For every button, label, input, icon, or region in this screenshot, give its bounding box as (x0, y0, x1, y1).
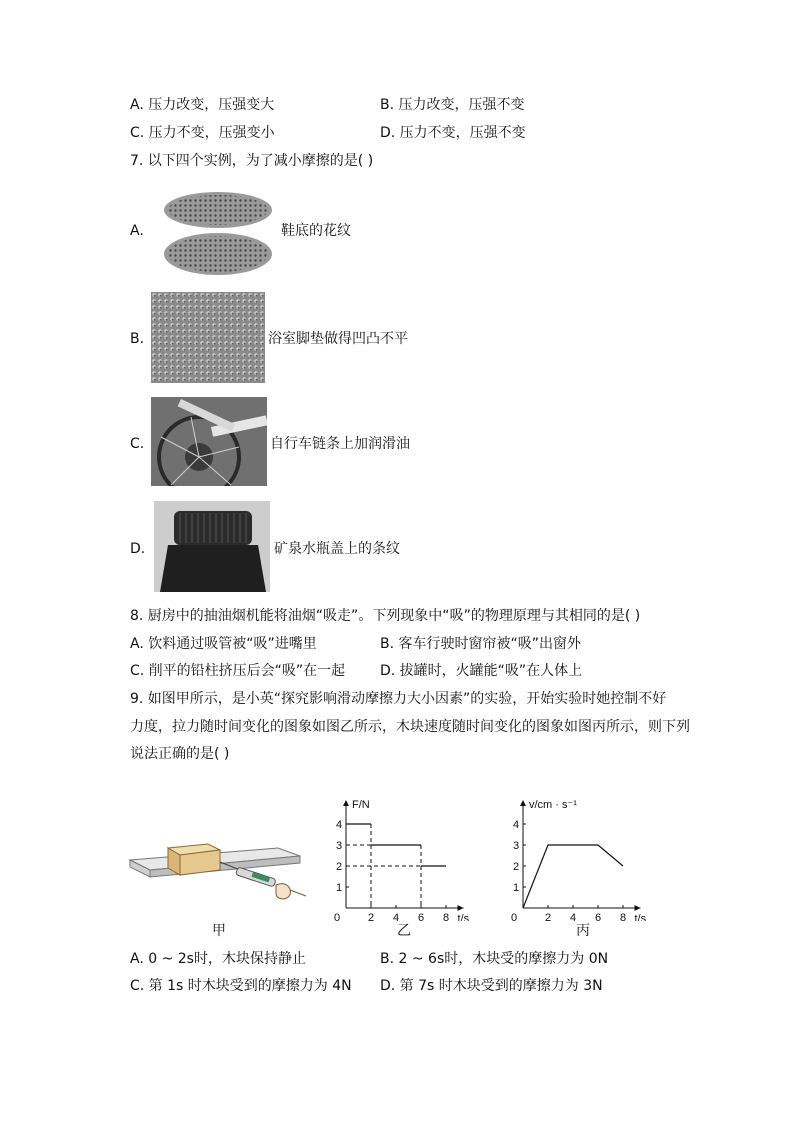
q7-option-b-caption: 浴室脚垫做得凹凸不平 (268, 331, 408, 347)
x-tick-label: 6 (594, 912, 602, 921)
q8-option-a: A. 饮料通过吸管被“吸”进嘴里 (130, 636, 317, 652)
q8-option-d: D. 拔罐时，火罐能“吸”在人体上 (380, 663, 583, 679)
bicycle-chain-photo (151, 397, 267, 486)
x-tick-label: 8 (442, 912, 450, 921)
figure-bing-label: 丙 (576, 923, 590, 939)
q8-option-c: C. 削平的铅柱挤压后会“吸”在一起 (130, 663, 346, 679)
x-tick-label: 8 (619, 912, 627, 921)
q8-option-b: B. 客车行驶时窗帘被“吸”出窗外 (380, 636, 582, 652)
y-tick-label: 3 (335, 840, 343, 852)
q6-option-d: D. 压力不变，压强不变 (380, 125, 526, 141)
bottle-cap-photo (154, 501, 270, 592)
q7-option-c-letter: C. (130, 436, 145, 452)
y-axis-label: v/cm · s⁻¹ (529, 799, 577, 811)
x-tick-label: 4 (392, 912, 400, 921)
q9-option-a: A. 0 ~ 2s时，木块保持静止 (130, 951, 306, 967)
q7-stem: 7. 以下四个实例，为了减小摩擦的是( ) (130, 153, 374, 169)
q9-option-c: C. 第 1s 时木块受到的摩擦力为 4N (130, 978, 352, 994)
experiment-apparatus-figure (128, 830, 308, 912)
q6-option-b: B. 压力改变，压强不变 (380, 97, 525, 113)
figure-yi-label: 乙 (397, 923, 411, 939)
x-tick-label: 2 (544, 912, 552, 921)
x-tick-label: 4 (569, 912, 577, 921)
q7-option-d-caption: 矿泉水瓶盖上的条纹 (274, 541, 400, 557)
velocity-time-chart (505, 796, 655, 921)
y-tick-label: 2 (512, 861, 520, 873)
y-tick-label: 4 (512, 819, 520, 831)
y-tick-label: 3 (512, 840, 520, 852)
q9-stem-line1: 9. 如图甲所示，是小英“探究影响滑动摩擦力大小因素”的实验，开始实验时她控制不好 (130, 691, 667, 707)
y-axis-label: F/N (352, 799, 370, 811)
y-tick-label: 4 (335, 819, 343, 831)
x-axis-arrow (458, 905, 464, 911)
x-tick-label: 0 (510, 912, 518, 921)
velocity-line (523, 845, 623, 908)
q9-stem-line3: 说法正确的是( ) (130, 746, 230, 762)
x-tick-label: 6 (417, 912, 425, 921)
q6-option-a: A. 压力改变，压强变大 (130, 97, 275, 113)
y-tick-label: 1 (335, 882, 343, 894)
x-tick-label: 2 (367, 912, 375, 921)
q8-stem: 8. 厨房中的抽油烟机能将油烟“吸走”。下列现象中“吸”的物理原理与其相同的是( ) (130, 608, 641, 624)
figure-jia-label: 甲 (212, 923, 226, 939)
bath-mat-photo (151, 292, 265, 383)
y-axis-arrow (343, 800, 349, 806)
x-axis-label: t/s (634, 913, 647, 921)
force-time-chart (328, 796, 478, 921)
x-axis-label: t/s (457, 913, 470, 921)
q7-option-a-letter: A. (130, 223, 144, 239)
shoe-sole-photo (158, 188, 278, 282)
y-tick-label: 2 (335, 861, 343, 873)
q7-option-a-caption: 鞋底的花纹 (281, 223, 351, 239)
x-axis-arrow (635, 905, 641, 911)
q7-option-c-caption: 自行车链条上加润滑油 (270, 436, 410, 452)
q9-stem-line2: 力度，拉力随时间变化的图象如图乙所示，木块速度随时间变化的图象如图丙所示，则下列 (130, 719, 690, 735)
y-axis-arrow (520, 800, 526, 806)
q7-option-d-letter: D. (130, 541, 146, 557)
y-tick-label: 1 (512, 882, 520, 894)
q9-option-b: B. 2 ~ 6s时，木块受的摩擦力为 0N (380, 951, 609, 967)
x-tick-label: 0 (333, 912, 341, 921)
q9-option-d: D. 第 7s 时木块受到的摩擦力为 3N (380, 978, 603, 994)
q6-option-c: C. 压力不变，压强变小 (130, 125, 275, 141)
q7-option-b-letter: B. (130, 331, 145, 347)
